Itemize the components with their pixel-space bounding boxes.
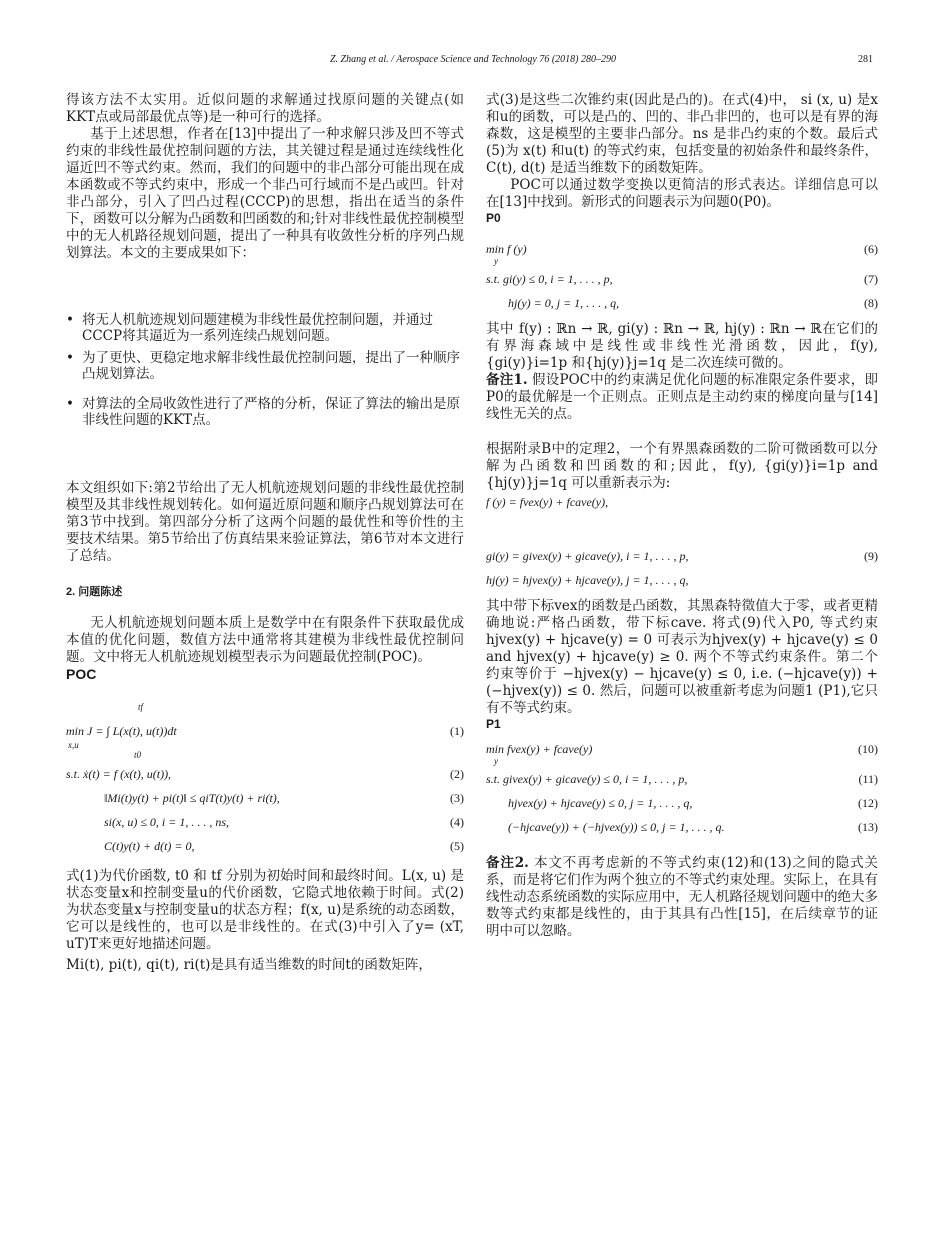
- remark-1: 备注1. 假设POC中的约束满足优化问题的标准限定条件要求，即P0的最优解是一个正则点。正则点是主动约束的梯度向量与[14]线性无关的点。: [486, 372, 879, 422]
- equation-6: min f (y) y (6): [486, 242, 878, 266]
- equation-f-split: f (y) = fvex(y) + fcave(y),: [486, 495, 609, 509]
- equation-11: s.t. givex(y) + gicave(y) ≤ 0, i = 1, . . . , p, (11): [486, 772, 878, 786]
- section-heading: 2. 问题陈述: [66, 586, 123, 598]
- paragraph: POC可以通过数学变换以更简洁的形式表达。详细信息可以在[13]中找到。新形式的问题表示为问题0(P0)。: [486, 177, 878, 210]
- remark-2: 备注2. 本文不再考虑新的不等式约束(12)和(13)之间的隐式关系，而是将它们作为两个独立的不等式约束处理。实际上，在具有线性动态系统函数的实际应用中，无人机路径规划问题中的绝大多数等式约束都是线性的，由于其具有凸性[15]，在后续章节的证明中可以忽略。: [486, 855, 878, 939]
- list-item: • 将无人机航迹规划问题建模为非线性最优控制问题，并通过CCCP将其逼近为一系列连续凸规划问题。: [66, 312, 464, 344]
- equation-3: ‖Mi(t)y(t) + pi(t)‖ ≤ qiT(t)y(t) + ri(t), (3): [104, 791, 464, 805]
- paragraph: Mi(t), pi(t), qi(t), ri(t)是具有适当维数的时间t的函数矩阵，: [66, 957, 432, 973]
- equation-13: (−hjcave(y)) + (−hjvex(y)) ≤ 0, j = 1, . . . , q. (13): [508, 820, 878, 834]
- equation-2: s.t. ẋ(t) = f (x(t), u(t)), (2): [66, 767, 464, 781]
- paragraph: 式(1)为代价函数, t0 和 tf 分别为初始时间和最终时间。L(x, u) 是状态变量x和控制变量u的代价函数，它隐式地依赖于时间。式(2)为状态变量x与控制变量u的状态方程；f(x, u)是系统的动态函数，它可以是线性的，也可以是非线性的。在式(3)中引入了y= (xT, uT)T来更好地描述问题。: [66, 868, 464, 952]
- equation-9b: hj(y) = hjvex(y) + hjcave(y), j = 1, . . . , q,: [486, 573, 689, 587]
- paragraph: 根据附录B中的定理2，一个有界黑森函数的二阶可微函数可以分解为凸函数和凹函数的和;因此，f(y), {gi(y)}i=1p and {hj(y)}j=1q 可以重新表示为:: [486, 441, 878, 491]
- paragraph: 式(3)是这些二次锥约束(因此是凸的)。在式(4)中， si (x, u) 是x和u的函数，可以是凸的、凹的、非凸非凹的，也可以是有界的海森数，这是模型的主要非凸部分。ns 是非凸约束的个数。最后式(5)为 x(t) 和u(t) 的等式约束，包括变量的初始条件和最终条件，C(t), d(t) 是适当维数下的函数矩阵。: [486, 92, 878, 176]
- equation-4: si(x, u) ≤ 0, i = 1, . . . , ns, (4): [104, 815, 464, 829]
- paragraph: 基于上述思想，作者在[13]中提出了一种求解只涉及凹不等式约束的非线性最优控制问题的方法，其关键过程是通过连续线性化逼近凹不等式约束。然而，我们的问题中的非凸部分可能出现在成本函数或不等式约束中，形成一个非凸可行域而不是凸或凹。针对非凸部分，引入了凹凸过程(CCCP)的思想，指出在适当的条件下，函数可以分解为凸函数和凹函数的和;针对非线性最优控制模型中的无人机路径规划问题，提出了一种具有收敛性分析的序列凸规划算法。本文的主要成果如下：: [66, 126, 464, 261]
- left-column: [66, 92, 464, 974]
- equation-9a: gi(y) = givex(y) + gicave(y), i = 1, . . . , p, (9): [486, 549, 878, 563]
- problem-label: POC: [66, 666, 97, 682]
- paragraph: 无人机航迹规划问题本质上是数学中在有限条件下获取最优成本值的优化问题，数值方法中通常将其建模为非线性最优控制问题。文中将无人机航迹规划模型表示为问题最优控制(POC)。: [66, 615, 464, 665]
- page-number: 281: [858, 54, 873, 65]
- paragraph: 其中带下标vex的函数是凸函数，其黑森特徵值大于零，或者更精确地说:严格凸函数，带下标cave. 将式(9)代入P0, 等式约束 hjvex(y) + hjcave(y) = 0 可表示为hjvex(y) + hjcave(y) ≤ 0 and hjvex(y) + hjcave(y) ≥ 0. 两个不等式约束条件。第二个约束等价于 −hjvex(y) − hjcave(y) ≤ 0, i.e. (−hjcave(y)) + (−hjvex(y)) ≤ 0. 然后，问题可以被重新考虑为问题1 (P1),它只有不等式约束。: [486, 598, 878, 716]
- equation-8: hj(y) = 0, j = 1, . . . , q, (8): [508, 296, 878, 310]
- paragraph: 得该方法不太实用。近似问题的求解通过找原问题的关键点(如KKT点或局部最优点等)是一种可行的选择。: [66, 92, 464, 125]
- equation-7: s.t. gi(y) ≤ 0, i = 1, . . . , p, (7): [486, 272, 878, 286]
- list-item: • 为了更快、更稳定地求解非线性最优控制问题，提出了一种顺序凸规划算法。: [66, 350, 464, 382]
- paragraph: 其中 f(y) : ℝn → ℝ, gi(y) : ℝn → ℝ, hj(y) : ℝn → ℝ在它们的有界海森域中是线性或非线性光滑函数，因此，f(y), {gi(y)}i=1p 和{hj(y)}j=1q 是二次连续可微的。: [486, 321, 878, 371]
- equation-12: hjvex(y) + hjcave(y) ≤ 0, j = 1, . . . , q, (12): [508, 796, 878, 810]
- paragraph: 本文组织如下:第2节给出了无人机航迹规划问题的非线性最优控制模型及其非线性规划转化。如何逼近原问题和顺序凸规划算法可在第3节中找到。第四部分分析了这两个问题的最优性和等价性的主要技术结果。第5节给出了仿真结果来验证算法，第6节对本文进行了总结。: [66, 480, 464, 564]
- problem-label: P1: [486, 717, 501, 731]
- contribution-list: [66, 312, 464, 428]
- equation-1: min J = ∫ L(x(t), u(t))dt x,u tf t0 (1): [66, 702, 464, 760]
- equation-10: min fvex(y) + fcave(y) y (10): [486, 742, 878, 766]
- right-column: [486, 92, 878, 940]
- list-item: • 对算法的全局收敛性进行了严格的分析，保证了算法的输出是原非线性问题的KKT点。: [66, 396, 464, 428]
- page-header: [0, 54, 925, 70]
- journal-citation: Z. Zhang et al. / Aerospace Science and Technology 76 (2018) 280–290: [330, 54, 616, 65]
- equation-5: C(t)y(t) + d(t) = 0, (5): [104, 839, 464, 853]
- problem-label: P0: [486, 211, 501, 225]
